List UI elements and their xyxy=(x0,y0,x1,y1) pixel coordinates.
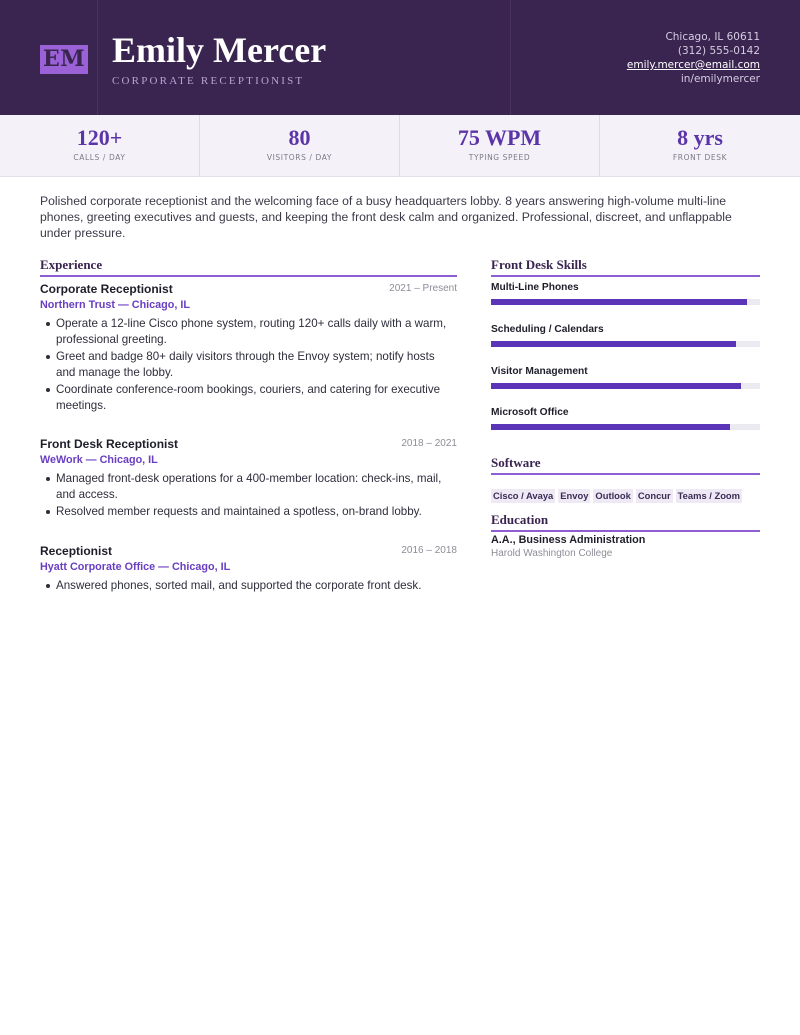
stat-visitors xyxy=(200,115,400,177)
header-divider xyxy=(510,0,511,115)
bullet-item: Resolved member requests and maintained a spotless, on-brand lobby. xyxy=(40,504,457,520)
stat-value: 80 xyxy=(288,125,311,150)
contact-linkedin: in/emilymercer xyxy=(680,73,760,85)
bullet-item: Operate a 12-line Cisco phone system, routing 120+ calls daily with a warm, professional greeting. xyxy=(40,316,457,348)
bullet-item: Greet and badge 80+ daily visitors through the Envoy system; notify hosts and manage the lobby. xyxy=(40,349,457,381)
education-entry xyxy=(491,533,760,560)
stat-calls xyxy=(0,115,200,177)
contact-location: Chicago, IL 60611 xyxy=(665,31,760,43)
software-tag: Cisco / Avaya xyxy=(493,490,554,501)
stat-label: CALLS / DAY xyxy=(73,153,126,162)
education-school: Harold Washington College xyxy=(491,548,613,559)
stats-band xyxy=(0,115,800,177)
header-divider xyxy=(97,0,98,115)
stat-label: VISITORS / DAY xyxy=(266,153,333,162)
resume-header xyxy=(0,0,800,115)
professional-summary: Polished corporate receptionist and the welcoming face of a busy headquarters lobby. 8 years answering high-volume multi-line phones, greeting executives and guests, and keeping the front desk calm and organized. Professional, discreet, and unflappable under pressure. xyxy=(40,194,732,240)
software-heading: Software xyxy=(491,455,760,475)
skill-bar-fill xyxy=(491,341,736,347)
job-dates: 2016 – 2018 xyxy=(401,545,457,556)
contact-block xyxy=(627,30,760,86)
job-entry xyxy=(40,282,457,415)
experience-heading: Experience xyxy=(40,257,457,277)
skill-name: Microsoft Office xyxy=(491,407,569,418)
job-dates: 2021 – Present xyxy=(389,283,457,294)
bullet-item: Answered phones, sorted mail, and supported the corporate front desk. xyxy=(40,578,457,594)
education-degree: A.A., Business Administration xyxy=(491,534,646,546)
stat-typing xyxy=(400,115,600,177)
job-bullets xyxy=(40,578,457,594)
skill-bar xyxy=(491,383,760,389)
software-tag: Outlook xyxy=(595,490,631,501)
software-tags xyxy=(491,486,760,504)
job-title: Receptionist xyxy=(40,544,113,558)
monogram-badge: EM xyxy=(40,45,88,74)
job-bullets xyxy=(40,316,457,414)
candidate-role: CORPORATE RECEPTIONIST xyxy=(112,75,305,87)
skill-bar xyxy=(491,299,760,305)
job-bullets xyxy=(40,471,457,520)
job-dates: 2018 – 2021 xyxy=(401,438,457,449)
skill-item xyxy=(491,366,760,389)
job-title: Corporate Receptionist xyxy=(40,282,173,296)
bullet-item: Managed front-desk operations for a 400-member location: check-ins, mail, and access. xyxy=(40,471,457,503)
stat-experience xyxy=(600,115,800,177)
software-tag: Concur xyxy=(637,490,671,501)
job-company: Hyatt Corporate Office — Chicago, IL xyxy=(40,561,231,573)
job-company: WeWork — Chicago, IL xyxy=(40,454,158,466)
stat-value: 120+ xyxy=(76,125,123,150)
skills-heading: Front Desk Skills xyxy=(491,257,760,277)
skill-name: Multi-Line Phones xyxy=(491,282,579,293)
skill-bar-fill xyxy=(491,299,747,305)
skill-bar-fill xyxy=(491,383,741,389)
contact-email-link[interactable]: emily.mercer@email.com xyxy=(626,59,760,71)
education-heading: Education xyxy=(491,512,760,532)
job-company: Northern Trust — Chicago, IL xyxy=(40,299,190,311)
skill-name: Visitor Management xyxy=(491,366,588,377)
skill-item xyxy=(491,282,760,305)
skill-bar xyxy=(491,424,760,430)
skill-name: Scheduling / Calendars xyxy=(491,324,604,335)
skill-bar xyxy=(491,341,760,347)
stat-value: 8 yrs xyxy=(677,125,723,150)
software-tag: Envoy xyxy=(560,490,589,501)
bullet-item: Coordinate conference-room bookings, couriers, and catering for executive meetings. xyxy=(40,382,457,414)
job-entry xyxy=(40,544,457,595)
stat-label: FRONT DESK xyxy=(672,153,728,162)
stat-value: 75 WPM xyxy=(457,125,542,150)
candidate-name: Emily Mercer xyxy=(112,30,327,70)
skill-bar-fill xyxy=(491,424,730,430)
contact-phone: (312) 555-0142 xyxy=(677,45,760,57)
software-tag: Teams / Zoom xyxy=(677,490,740,501)
skill-item xyxy=(491,324,760,347)
stat-label: TYPING SPEED xyxy=(468,153,531,162)
skill-item xyxy=(491,407,760,430)
job-title: Front Desk Receptionist xyxy=(40,437,179,451)
job-entry xyxy=(40,437,457,521)
